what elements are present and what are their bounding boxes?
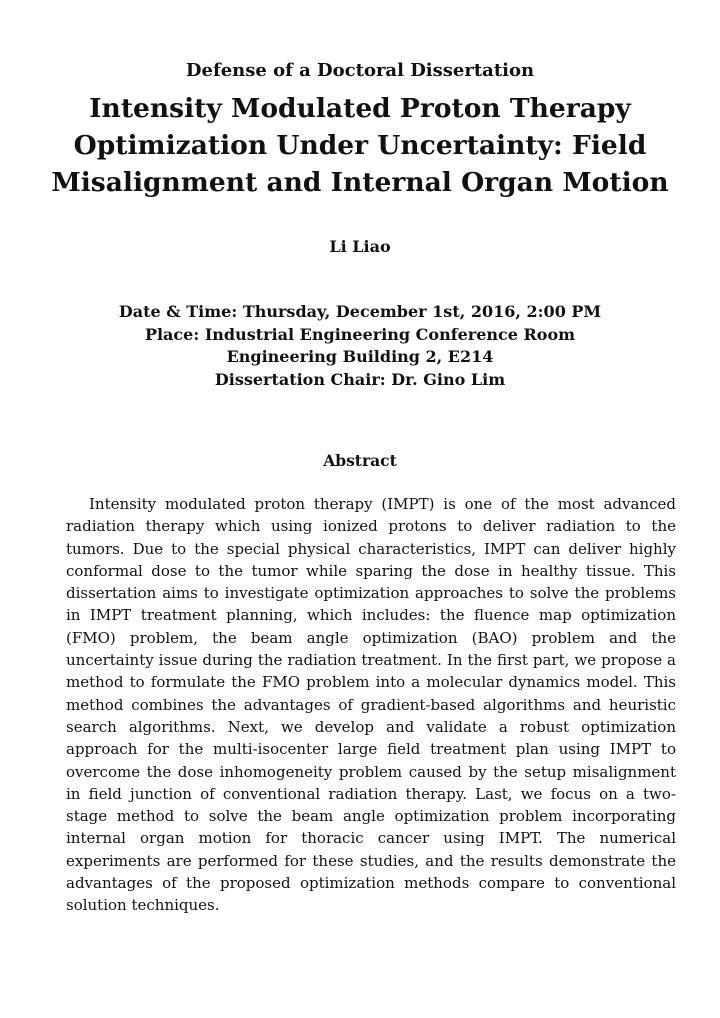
document-subtitle: Defense of a Doctoral Dissertation <box>185 60 535 81</box>
abstract-heading: Abstract <box>323 451 397 470</box>
abstract-text: Intensity modulated proton therapy (IMPT) is one of the most advanced radiation therapy which using ionized protons to deliver radiation to the tumors. Due to the special physical characteristics, IMPT can deliver highly conformal dose to the tumor while sparing the dose in healthy tissue. This dissertation aims to investigate optimization approaches to solve the problems in IMPT treatment planning, which includes: the fluence map optimization (FMO) problem, the beam angle optimization (BAO) problem and the uncertainty issue during the radiation treatment. In the first part, we propose a method to formulate the FMO problem into a molecular dynamics model. This method combines the advantages of gradient-based algorithms and heuristic search algorithms. Next, we develop and validate a robust optimization approach for the multi-isocenter large field treatment plan using IMPT to overcome the dose inhomogeneity problem caused by the setup misalignment in field junction of conventional radiation therapy. Last, we focus on a two-stage method to solve the beam angle optimization problem incorporating internal organ motion for thoracic cancer using IMPT. The numerical experiments are performed for these studies, and the results demonstrate the advantages of the proposed optimization methods compare to conventional solution techniques. <box>66 495 676 915</box>
date-time-line: Date & Time: Thursday, December 1st, 2016, 2:00 PM <box>118 302 602 321</box>
chair-line: Dissertation Chair: Dr. Gino Lim <box>214 369 506 389</box>
defense-details <box>0 301 720 391</box>
author-name: Li Liao <box>329 237 391 256</box>
place-line: Place: Industrial Engineering Conference Room <box>144 324 576 344</box>
building-line: Engineering Building 2, E214 <box>226 347 494 366</box>
document-title: Intensity Modulated Proton Therapy Optimization Under Uncertainty: Field Misalignment and Internal Organ Motion <box>51 93 669 198</box>
